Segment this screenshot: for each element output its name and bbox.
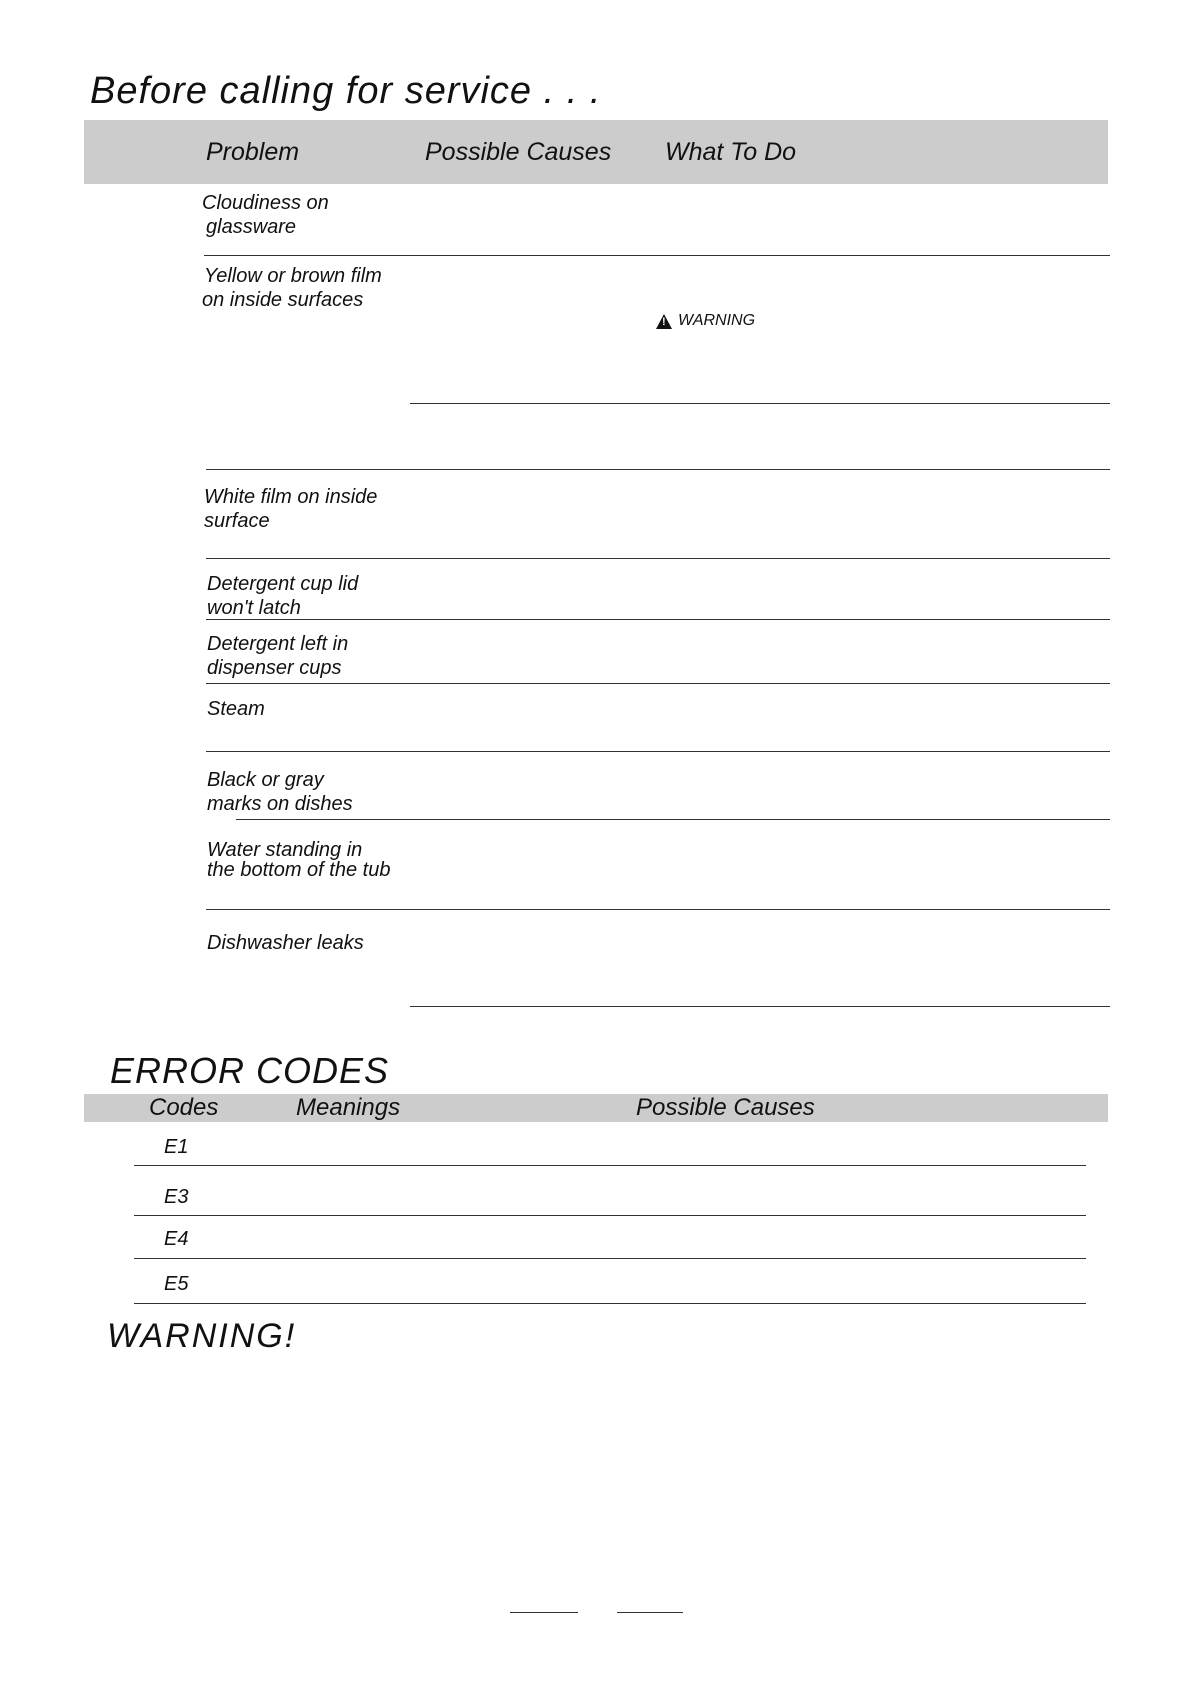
- error-code: E3: [164, 1186, 189, 1208]
- problem-item: [204, 485, 377, 533]
- header-codes: Codes: [149, 1094, 219, 1121]
- problem-line: Dishwasher leaks: [207, 932, 364, 954]
- error-code: E5: [164, 1273, 189, 1295]
- header-error-possible-causes: Possible Causes: [636, 1094, 815, 1121]
- row-divider: [134, 1165, 1086, 1166]
- footer-line: [617, 1612, 683, 1613]
- row-divider: [410, 1006, 1110, 1007]
- problem-line: Black or gray: [207, 769, 324, 791]
- error-code: E4: [164, 1228, 189, 1250]
- problem-line: Water standing in: [207, 839, 363, 861]
- row-divider: [206, 619, 1110, 620]
- row-divider: [206, 751, 1110, 752]
- problem-line: Cloudiness on: [202, 192, 329, 214]
- problem-item: [202, 191, 329, 239]
- row-divider: [134, 1215, 1086, 1216]
- footer-line: [510, 1612, 578, 1613]
- problem-line: glassware: [206, 216, 297, 238]
- error-header-bar: [84, 1094, 1108, 1122]
- problem-item: [204, 264, 382, 312]
- header-meanings: Meanings: [296, 1094, 401, 1121]
- row-divider: [204, 255, 1110, 256]
- problem-item: [207, 768, 353, 816]
- header-problem: Problem: [206, 138, 300, 166]
- problem-line: marks on dishes: [207, 793, 353, 815]
- problem-item: [207, 697, 265, 721]
- row-divider: [206, 469, 1110, 470]
- warning-label: WARNING: [678, 312, 756, 329]
- problem-line: won't latch: [207, 597, 301, 619]
- problem-line: on inside surfaces: [202, 289, 364, 311]
- error-code: E1: [164, 1136, 189, 1158]
- problem-line: White film on inside: [204, 486, 378, 508]
- problem-item: [207, 632, 348, 680]
- problem-item: [207, 840, 390, 880]
- row-divider: [206, 683, 1110, 684]
- row-divider: [236, 819, 1110, 820]
- service-title: Before calling for service . . .: [90, 70, 602, 112]
- row-divider: [206, 909, 1110, 910]
- problem-line: surface: [204, 510, 270, 532]
- problem-item: [207, 572, 358, 620]
- row-divider: [134, 1303, 1086, 1304]
- problem-line: dispenser cups: [207, 657, 342, 679]
- warning-heading: WARNING!: [107, 1317, 297, 1355]
- problem-line: Detergent cup lid: [207, 573, 359, 595]
- problem-line: Steam: [207, 698, 265, 720]
- problem-item: [207, 931, 364, 955]
- warning-triangle-icon: [656, 314, 672, 329]
- row-divider: [206, 558, 1110, 559]
- header-what-to-do: What To Do: [665, 138, 797, 166]
- problem-line: Yellow or brown film: [204, 265, 382, 287]
- problem-line: Detergent left in: [207, 633, 349, 655]
- problem-line: the bottom of the tub: [207, 859, 391, 881]
- row-divider: [134, 1258, 1086, 1259]
- error-codes-title: ERROR CODES: [110, 1050, 390, 1091]
- row-divider: [410, 403, 1110, 404]
- warning-note: [656, 312, 755, 330]
- header-possible-causes: Possible Causes: [425, 138, 612, 166]
